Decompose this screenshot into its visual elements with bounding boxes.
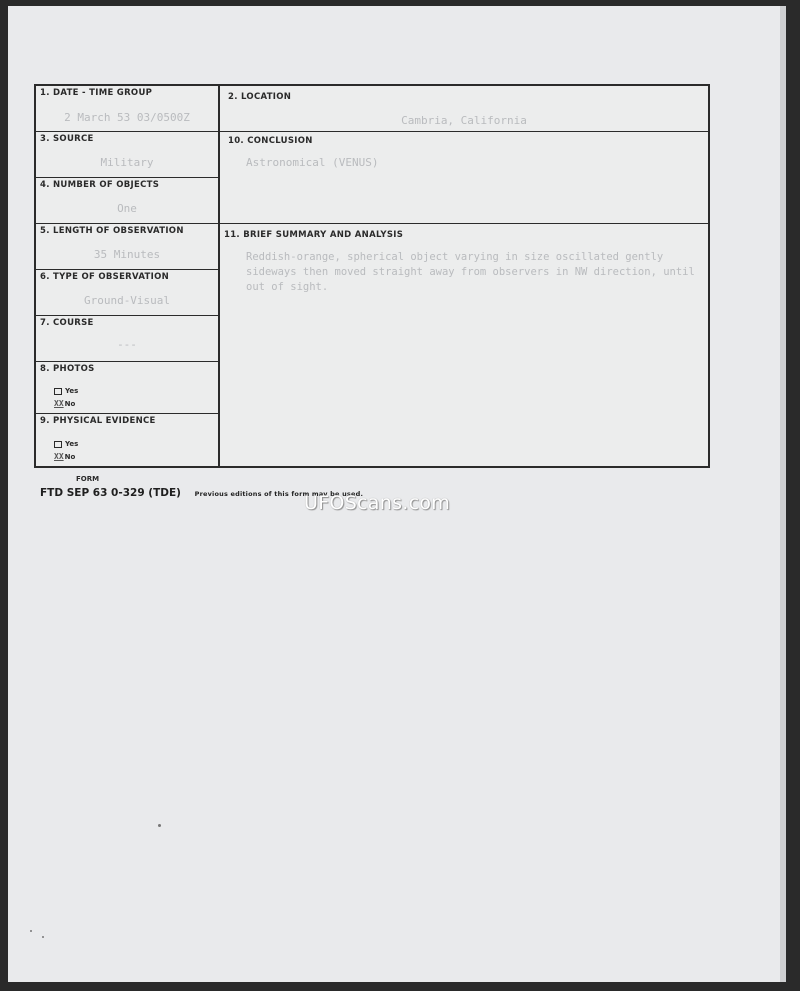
checkbox-marked-icon: XX (54, 399, 64, 408)
source-label: 3. SOURCE (40, 134, 94, 144)
course-label: 7. COURSE (40, 318, 94, 328)
checkbox-marked-icon: XX (54, 452, 64, 461)
scan-speck (158, 824, 161, 827)
scan-speck (42, 936, 44, 938)
document-page (8, 6, 786, 982)
photos-yes-option (54, 387, 78, 395)
left-column (36, 86, 220, 466)
footer-form-word: FORM (76, 475, 100, 483)
location-label: 2. LOCATION (228, 92, 292, 102)
physical-evidence-yes-label: Yes (65, 440, 79, 448)
physical-evidence-cell (36, 414, 218, 466)
source-value: Military (100, 156, 154, 169)
conclusion-value: Astronomical (VENUS) (246, 156, 379, 169)
photos-cell (36, 362, 218, 414)
checkbox-empty-icon (54, 441, 62, 448)
physical-evidence-label: 9. PHYSICAL EVIDENCE (40, 416, 156, 426)
checkbox-empty-icon (54, 388, 62, 395)
date-time-group-cell (36, 86, 218, 132)
source-cell (36, 132, 218, 178)
conclusion-label: 10. CONCLUSION (228, 136, 313, 146)
physical-evidence-yes-option (54, 440, 78, 448)
number-of-objects-label: 4. NUMBER OF OBJECTS (40, 180, 160, 190)
type-of-observation-cell (36, 270, 218, 316)
summary-cell (220, 224, 708, 466)
type-of-observation-value: Ground-Visual (83, 294, 171, 307)
date-time-group-label: 1. DATE - TIME GROUP (40, 88, 153, 98)
number-of-objects-value: One (117, 202, 137, 215)
location-value: Cambria, California (401, 114, 527, 127)
conclusion-cell (220, 132, 708, 224)
photos-no-option (54, 399, 75, 408)
photos-yes-label: Yes (65, 387, 79, 395)
length-of-observation-label: 5. LENGTH OF OBSERVATION (40, 226, 184, 236)
number-of-objects-cell (36, 178, 218, 224)
watermark: UFOScans.com (304, 492, 451, 514)
physical-evidence-no-label: No (64, 453, 76, 461)
project-card-form (34, 84, 710, 468)
summary-text: Reddish-orange, spherical object varying in size oscillated gently sideways then moved straight away from observers in NW direction, until out of sight. (246, 251, 695, 293)
scan-speck (30, 930, 32, 932)
photos-no-label: No (64, 400, 76, 408)
summary-label: 11. BRIEF SUMMARY AND ANALYSIS (224, 230, 404, 240)
photos-label: 8. PHOTOS (40, 364, 95, 374)
length-of-observation-cell (36, 224, 218, 270)
edition-note: Previous editions of this form may be used. (194, 490, 364, 498)
form-number: FTD SEP 63 0-329 (TDE) (40, 487, 181, 499)
type-of-observation-label: 6. TYPE OF OBSERVATION (40, 272, 170, 282)
date-time-group-value: 2 March 53 03/0500Z (64, 111, 190, 124)
course-value: --- (117, 338, 137, 351)
length-of-observation-value: 35 Minutes (93, 248, 161, 261)
physical-evidence-no-option (54, 452, 75, 461)
course-cell (36, 316, 218, 362)
location-cell (220, 86, 708, 132)
